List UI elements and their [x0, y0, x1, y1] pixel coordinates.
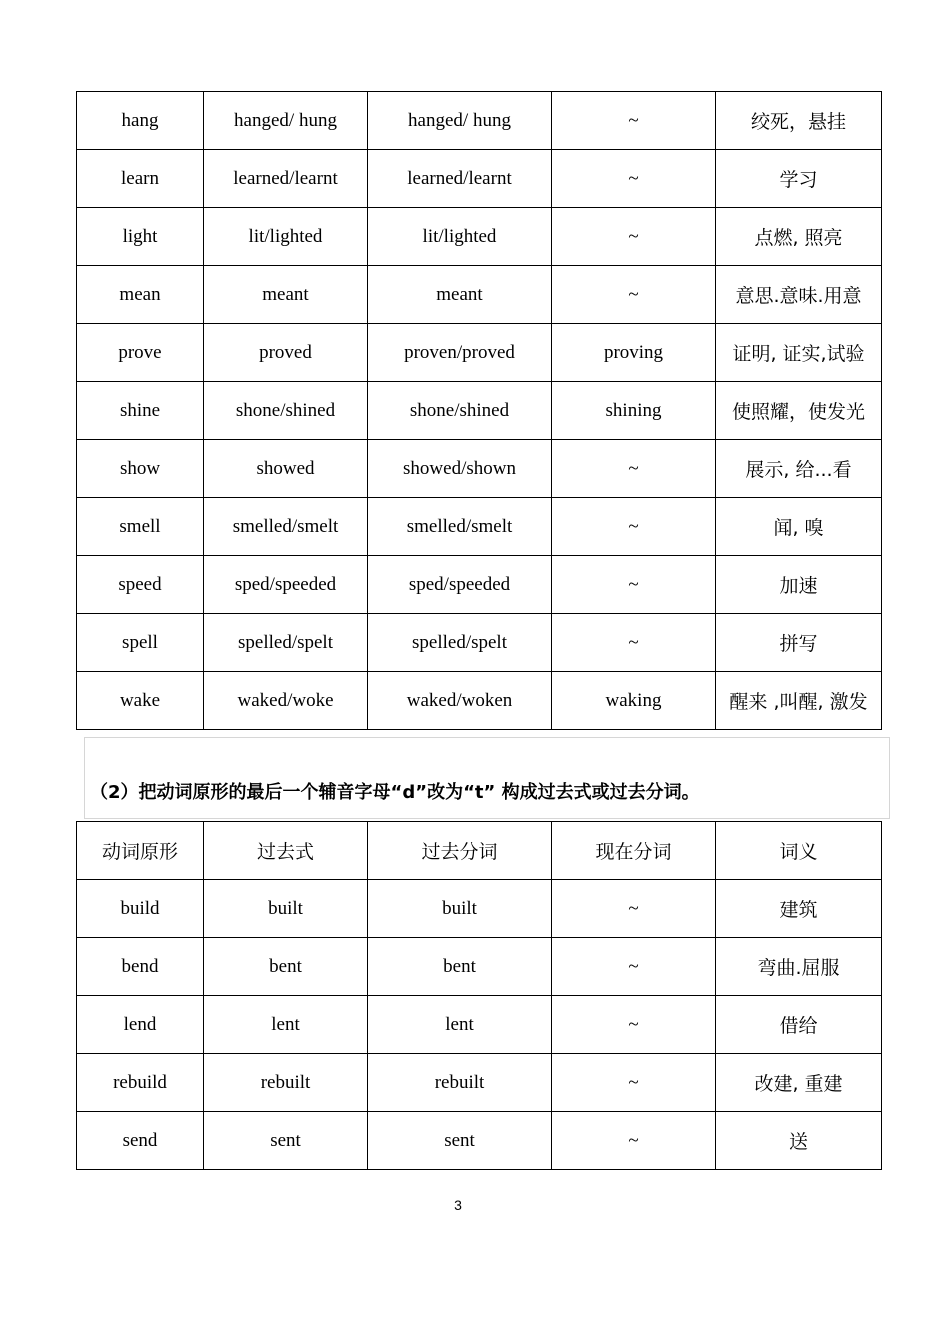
meaning-cell: 学习	[716, 150, 882, 208]
page-number: 3	[454, 1197, 462, 1213]
header-present-participle: 现在分词	[552, 822, 716, 880]
past-tense-cell: shone/shined	[204, 382, 368, 440]
past-tense-cell: proved	[204, 324, 368, 382]
base-form-cell: prove	[77, 324, 204, 382]
past-participle-cell: waked/woken	[368, 672, 552, 730]
header-past-participle: 过去分词	[368, 822, 552, 880]
past-participle-cell: lit/lighted	[368, 208, 552, 266]
present-participle-cell: ~	[552, 1112, 716, 1170]
table-row	[77, 498, 882, 556]
past-tense-cell: built	[204, 880, 368, 938]
base-form-cell: wake	[77, 672, 204, 730]
past-participle-cell: bent	[368, 938, 552, 996]
base-form-cell: smell	[77, 498, 204, 556]
past-participle-cell: lent	[368, 996, 552, 1054]
past-tense-cell: sped/speeded	[204, 556, 368, 614]
table-row	[77, 150, 882, 208]
present-participle-cell: ~	[552, 880, 716, 938]
meaning-cell: 意思.意味.用意	[716, 266, 882, 324]
past-tense-cell: showed	[204, 440, 368, 498]
table-row	[77, 880, 882, 938]
verb-table-1	[76, 91, 882, 730]
present-participle-cell: ~	[552, 92, 716, 150]
base-form-cell: speed	[77, 556, 204, 614]
table-row	[77, 672, 882, 730]
past-participle-cell: sped/speeded	[368, 556, 552, 614]
past-participle-cell: meant	[368, 266, 552, 324]
table-row	[77, 208, 882, 266]
header-past-tense: 过去式	[204, 822, 368, 880]
base-form-cell: light	[77, 208, 204, 266]
past-tense-cell: learned/learnt	[204, 150, 368, 208]
meaning-cell: 建筑	[716, 880, 882, 938]
present-participle-cell: ~	[552, 266, 716, 324]
past-participle-cell: hanged/ hung	[368, 92, 552, 150]
present-participle-cell: ~	[552, 1054, 716, 1112]
meaning-cell: 绞死，悬挂	[716, 92, 882, 150]
table-header-row	[77, 822, 882, 880]
past-participle-cell: spelled/spelt	[368, 614, 552, 672]
table-row	[77, 440, 882, 498]
meaning-cell: 改建, 重建	[716, 1054, 882, 1112]
present-participle-cell: shining	[552, 382, 716, 440]
meaning-cell: 展示, 给...看	[716, 440, 882, 498]
past-tense-cell: smelled/smelt	[204, 498, 368, 556]
present-participle-cell: ~	[552, 440, 716, 498]
meaning-cell: 弯曲.屈服	[716, 938, 882, 996]
table-row	[77, 1112, 882, 1170]
present-participle-cell: ~	[552, 208, 716, 266]
present-participle-cell: ~	[552, 150, 716, 208]
table-row	[77, 1054, 882, 1112]
meaning-cell: 使照耀，使发光	[716, 382, 882, 440]
past-tense-cell: lent	[204, 996, 368, 1054]
past-participle-cell: sent	[368, 1112, 552, 1170]
base-form-cell: rebuild	[77, 1054, 204, 1112]
past-participle-cell: rebuilt	[368, 1054, 552, 1112]
meaning-cell: 闻, 嗅	[716, 498, 882, 556]
table-row	[77, 324, 882, 382]
present-participle-cell: ~	[552, 556, 716, 614]
meaning-cell: 拼写	[716, 614, 882, 672]
past-participle-cell: smelled/smelt	[368, 498, 552, 556]
base-form-cell: show	[77, 440, 204, 498]
meaning-cell: 点燃, 照亮	[716, 208, 882, 266]
table-row	[77, 938, 882, 996]
meaning-cell: 醒来 ,叫醒, 激发	[716, 672, 882, 730]
present-participle-cell: ~	[552, 614, 716, 672]
table-row	[77, 556, 882, 614]
past-tense-cell: bent	[204, 938, 368, 996]
present-participle-cell: ~	[552, 938, 716, 996]
verb-table-2-body	[77, 880, 882, 1170]
past-tense-cell: sent	[204, 1112, 368, 1170]
past-participle-cell: built	[368, 880, 552, 938]
table-row	[77, 614, 882, 672]
present-participle-cell: ~	[552, 498, 716, 556]
past-tense-cell: waked/woke	[204, 672, 368, 730]
past-tense-cell: meant	[204, 266, 368, 324]
verb-table-2	[76, 821, 882, 1170]
table-row	[77, 996, 882, 1054]
meaning-cell: 借给	[716, 996, 882, 1054]
base-form-cell: hang	[77, 92, 204, 150]
past-participle-cell: showed/shown	[368, 440, 552, 498]
base-form-cell: build	[77, 880, 204, 938]
base-form-cell: send	[77, 1112, 204, 1170]
past-participle-cell: learned/learnt	[368, 150, 552, 208]
present-participle-cell: proving	[552, 324, 716, 382]
present-participle-cell: waking	[552, 672, 716, 730]
base-form-cell: learn	[77, 150, 204, 208]
header-meaning: 词义	[716, 822, 882, 880]
base-form-cell: bend	[77, 938, 204, 996]
base-form-cell: mean	[77, 266, 204, 324]
past-tense-cell: spelled/spelt	[204, 614, 368, 672]
present-participle-cell: ~	[552, 996, 716, 1054]
past-participle-cell: proven/proved	[368, 324, 552, 382]
base-form-cell: shine	[77, 382, 204, 440]
header-base-form: 动词原形	[77, 822, 204, 880]
past-tense-cell: hanged/ hung	[204, 92, 368, 150]
table-row	[77, 92, 882, 150]
section-heading: （2）把动词原形的最后一个辅音字母“d”改为“t” 构成过去式或过去分词。	[90, 782, 700, 803]
base-form-cell: lend	[77, 996, 204, 1054]
meaning-cell: 证明, 证实,试验	[716, 324, 882, 382]
base-form-cell: spell	[77, 614, 204, 672]
verb-table-1-body	[77, 92, 882, 730]
past-tense-cell: rebuilt	[204, 1054, 368, 1112]
meaning-cell: 加速	[716, 556, 882, 614]
past-participle-cell: shone/shined	[368, 382, 552, 440]
table-row	[77, 382, 882, 440]
table-row	[77, 266, 882, 324]
past-tense-cell: lit/lighted	[204, 208, 368, 266]
meaning-cell: 送	[716, 1112, 882, 1170]
